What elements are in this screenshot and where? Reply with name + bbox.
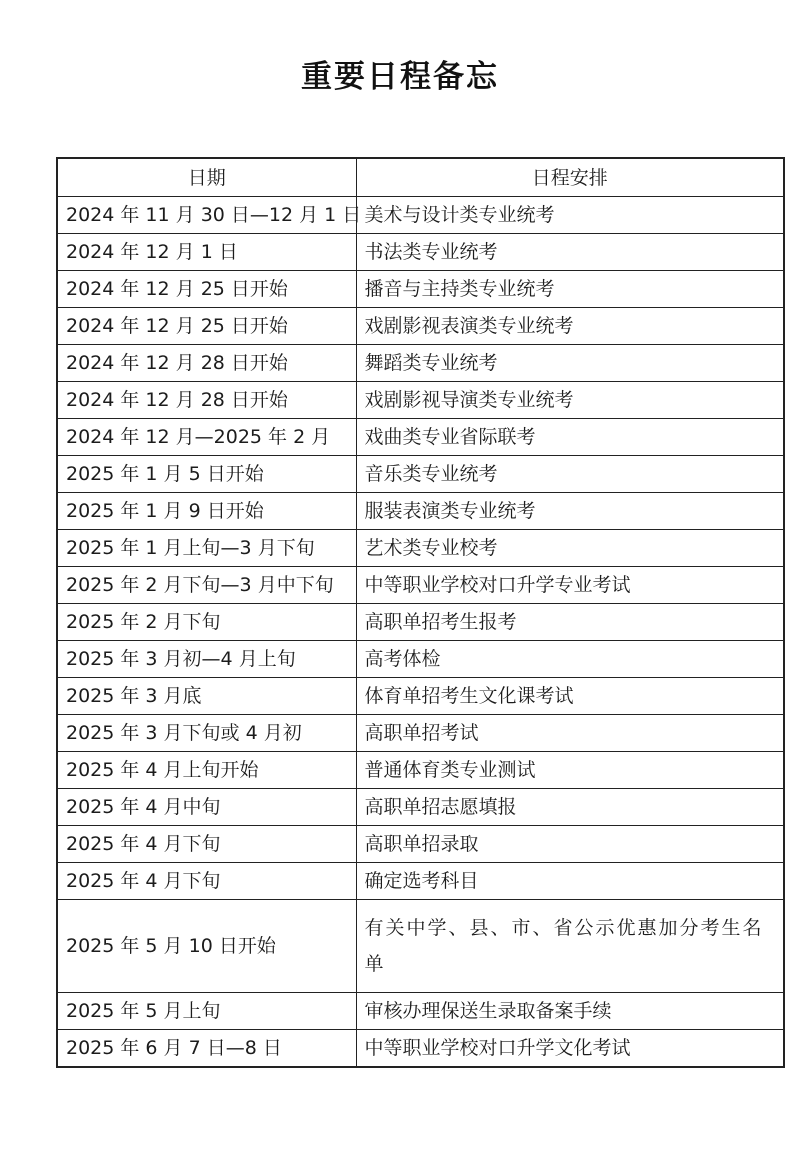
event-cell: 审核办理保送生录取备案手续 bbox=[356, 993, 784, 1030]
table-row bbox=[57, 419, 784, 456]
date-cell: 2025 年 1 月 5 日开始 bbox=[57, 456, 356, 493]
date-cell: 2025 年 4 月下旬 bbox=[57, 826, 356, 863]
event-cell: 确定选考科目 bbox=[356, 863, 784, 900]
table-header-row bbox=[57, 158, 784, 197]
event-cell: 戏剧影视表演类专业统考 bbox=[356, 308, 784, 345]
column-header-date: 日期 bbox=[57, 158, 356, 197]
date-cell: 2025 年 3 月底 bbox=[57, 678, 356, 715]
date-cell: 2025 年 4 月中旬 bbox=[57, 789, 356, 826]
event-cell: 高职单招录取 bbox=[356, 826, 784, 863]
date-cell: 2025 年 4 月下旬 bbox=[57, 863, 356, 900]
date-cell: 2024 年 12 月 1 日 bbox=[57, 234, 356, 271]
date-cell: 2025 年 5 月 10 日开始 bbox=[57, 900, 356, 993]
date-cell: 2025 年 2 月下旬—3 月中下旬 bbox=[57, 567, 356, 604]
date-cell: 2025 年 4 月上旬开始 bbox=[57, 752, 356, 789]
table-row bbox=[57, 715, 784, 752]
table-row bbox=[57, 382, 784, 419]
date-cell: 2024 年 12 月 25 日开始 bbox=[57, 271, 356, 308]
event-cell: 中等职业学校对口升学文化考试 bbox=[356, 1030, 784, 1068]
event-cell: 有关中学、县、市、省公示优惠加分考生名单 bbox=[356, 900, 784, 993]
schedule-table bbox=[56, 157, 785, 1068]
table-row bbox=[57, 863, 784, 900]
table-row bbox=[57, 271, 784, 308]
date-cell: 2024 年 12 月 28 日开始 bbox=[57, 382, 356, 419]
table-row bbox=[57, 789, 784, 826]
table-row bbox=[57, 752, 784, 789]
event-cell: 高职单招考试 bbox=[356, 715, 784, 752]
date-cell: 2024 年 12 月—2025 年 2 月 bbox=[57, 419, 356, 456]
date-cell: 2025 年 5 月上旬 bbox=[57, 993, 356, 1030]
table-row bbox=[57, 308, 784, 345]
event-cell: 戏剧影视导演类专业统考 bbox=[356, 382, 784, 419]
event-cell: 高职单招考生报考 bbox=[356, 604, 784, 641]
table-row bbox=[57, 826, 784, 863]
table-row bbox=[57, 604, 784, 641]
page-title: 重要日程备忘 bbox=[301, 58, 499, 95]
event-cell: 戏曲类专业省际联考 bbox=[356, 419, 784, 456]
date-cell: 2025 年 1 月 9 日开始 bbox=[57, 493, 356, 530]
event-cell: 艺术类专业校考 bbox=[356, 530, 784, 567]
date-cell: 2025 年 1 月上旬—3 月下旬 bbox=[57, 530, 356, 567]
event-cell: 体育单招考生文化课考试 bbox=[356, 678, 784, 715]
table-row bbox=[57, 1030, 784, 1068]
table-row bbox=[57, 493, 784, 530]
event-cell: 舞蹈类专业统考 bbox=[356, 345, 784, 382]
event-cell: 高考体检 bbox=[356, 641, 784, 678]
date-cell: 2024 年 12 月 25 日开始 bbox=[57, 308, 356, 345]
table-row bbox=[57, 641, 784, 678]
event-cell: 服装表演类专业统考 bbox=[356, 493, 784, 530]
table-row bbox=[57, 456, 784, 493]
table-row bbox=[57, 900, 784, 993]
table-row bbox=[57, 345, 784, 382]
date-cell: 2024 年 11 月 30 日—12 月 1 日 bbox=[57, 197, 356, 234]
event-cell: 普通体育类专业测试 bbox=[356, 752, 784, 789]
column-header-schedule: 日程安排 bbox=[356, 158, 784, 197]
date-cell: 2025 年 3 月下旬或 4 月初 bbox=[57, 715, 356, 752]
event-cell: 中等职业学校对口升学专业考试 bbox=[356, 567, 784, 604]
event-cell: 音乐类专业统考 bbox=[356, 456, 784, 493]
date-cell: 2025 年 3 月初—4 月上旬 bbox=[57, 641, 356, 678]
table-row bbox=[57, 993, 784, 1030]
event-cell: 书法类专业统考 bbox=[356, 234, 784, 271]
event-cell: 播音与主持类专业统考 bbox=[356, 271, 784, 308]
table-row bbox=[57, 197, 784, 234]
table-row bbox=[57, 234, 784, 271]
table-row bbox=[57, 530, 784, 567]
date-cell: 2024 年 12 月 28 日开始 bbox=[57, 345, 356, 382]
event-cell: 高职单招志愿填报 bbox=[356, 789, 784, 826]
event-cell: 美术与设计类专业统考 bbox=[356, 197, 784, 234]
table-row bbox=[57, 567, 784, 604]
table-row bbox=[57, 678, 784, 715]
date-cell: 2025 年 6 月 7 日—8 日 bbox=[57, 1030, 356, 1068]
date-cell: 2025 年 2 月下旬 bbox=[57, 604, 356, 641]
